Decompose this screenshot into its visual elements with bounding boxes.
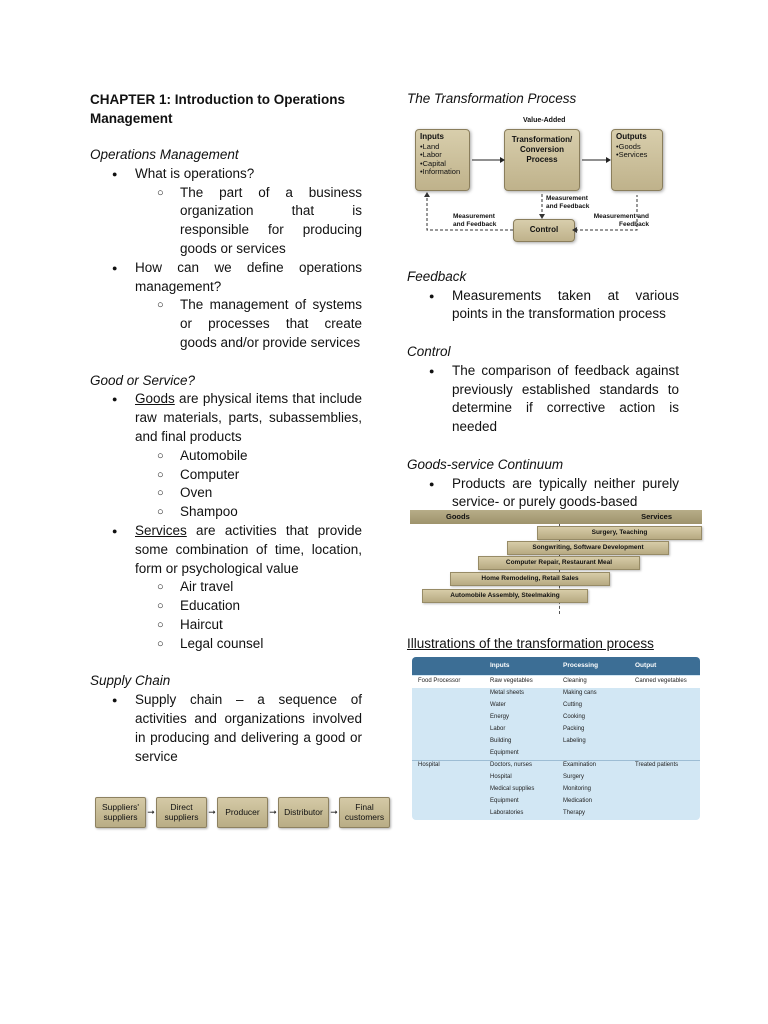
services-example: ○ Air travel: [90, 578, 362, 597]
table-row: [412, 688, 700, 700]
arrow-right-icon: ➞: [147, 807, 155, 817]
control-box: Control: [513, 219, 575, 242]
table-cell: Hospital: [490, 774, 512, 780]
goods-example: ○ Computer: [90, 466, 362, 485]
table-header: [412, 657, 700, 675]
table-header-cell: Inputs: [490, 662, 510, 669]
table-cell: Doctors, nurses: [490, 762, 533, 768]
arrow-right-icon: ➞: [269, 807, 277, 817]
continuum-header-bar: [410, 510, 702, 524]
table-cell: Treated patients: [635, 762, 679, 768]
measurement-feedback-right: Measurement and Feedback: [593, 213, 649, 228]
goods-example: ○ Oven: [90, 484, 362, 503]
table-cell: Labor: [490, 726, 506, 732]
outputs-title: Outputs: [616, 132, 647, 141]
input-item: •Information: [420, 167, 461, 176]
supply-node-direct-suppliers: Direct suppliers: [156, 797, 207, 828]
services-definition: [90, 522, 362, 578]
supply-node-final-customers: Final customers: [339, 797, 390, 828]
goods-services-list: [90, 390, 362, 653]
continuum-bar: Surgery, Teaching: [537, 526, 702, 540]
table-row: [412, 700, 700, 712]
control-heading: Control: [407, 343, 451, 359]
table-cell: Cutting: [563, 702, 583, 708]
table-cell: Energy: [490, 714, 510, 720]
inputs-title: Inputs: [420, 132, 444, 141]
goods-def-text: are physical items that include raw materials, parts, subassemblies, and final products: [135, 391, 362, 444]
goods-example: ○ Shampoo: [90, 503, 362, 522]
table-header-cell: Processing: [563, 662, 599, 669]
table-cell: Hospital: [418, 762, 440, 768]
goods-example: ○ Automobile: [90, 447, 362, 466]
supply-node-distributor: Distributor: [278, 797, 329, 828]
table-row: [412, 748, 700, 760]
goods-service-continuum-heading: Goods-service Continuum: [407, 456, 564, 472]
table-cell: Equipment: [490, 798, 519, 804]
arrow-right-icon: ➞: [330, 807, 338, 817]
ops-list: [90, 165, 362, 353]
input-item: •Labor: [420, 150, 442, 159]
continuum-definition: ● Products are typically neither purely service- or purely goods-based: [407, 475, 679, 513]
table-cell: Laboratories: [490, 810, 524, 816]
feedback-definition: ● Measurements taken at various points in the transformation process: [407, 287, 679, 325]
table-row: [412, 808, 700, 820]
table-cell: Raw vegetables: [490, 678, 533, 684]
feedback-heading: Feedback: [407, 268, 467, 284]
table-row: [412, 760, 700, 772]
table-cell: Examination: [563, 762, 597, 768]
table-cell: Packing: [563, 726, 585, 732]
supply-chain-definition: ● Supply chain – a sequence of activities and organizations involved in producing and delivering a good or service: [90, 691, 362, 766]
table-row: [412, 796, 700, 808]
goods-label: Goods: [446, 512, 470, 521]
table-cell: Food Processor: [418, 678, 461, 684]
supply-chain-list: [90, 691, 362, 766]
left-column: [90, 90, 362, 766]
services-example: ○ Haircut: [90, 616, 362, 635]
input-item: •Land: [420, 141, 440, 151]
table-cell: Building: [490, 738, 512, 744]
table-cell: Medical supplies: [490, 786, 535, 792]
transformation-process-heading: The Transformation Process: [407, 91, 577, 106]
table-cell: Surgery: [563, 774, 585, 780]
output-item: •Goods: [616, 141, 641, 151]
ops-heading: Operations Management: [90, 147, 239, 162]
answer-define-ops-mgmt: ○ The management of systems or processes that create goods and/or provide services: [90, 296, 362, 352]
table-cell: Cooking: [563, 714, 586, 720]
table-cell: Cleaning: [563, 678, 587, 684]
table-cell: Making cans: [563, 690, 597, 696]
table-cell: Water: [490, 702, 506, 708]
output-item: •Services: [616, 150, 648, 159]
control-definition: ● The comparison of feedback against previously established standards to determine if corrective action is needed: [407, 362, 679, 437]
table-row: [412, 772, 700, 784]
table-cell: Labeling: [563, 738, 586, 744]
table-cell: Equipment: [490, 750, 519, 756]
continuum-bar: Songwriting, Software Development: [507, 541, 669, 555]
table-row: [412, 784, 700, 796]
services-example: ○ Education: [90, 597, 362, 616]
continuum-bar: Home Remodeling, Retail Sales: [450, 572, 610, 586]
table-cell: Medication: [563, 798, 593, 804]
table-row: [412, 724, 700, 736]
input-item: •Capital: [420, 158, 446, 168]
table-row: [412, 676, 700, 688]
goods-term: Goods: [135, 391, 175, 407]
table-cell: Metal sheets: [490, 690, 525, 696]
supply-chain-diagram: [95, 797, 390, 828]
transformation-table: [412, 657, 700, 820]
continuum-bar: Computer Repair, Restaurant Meal: [478, 556, 640, 570]
goods-definition: [90, 390, 362, 446]
table-cell: Monitoring: [563, 786, 592, 792]
table-cell: Therapy: [563, 810, 586, 816]
measurement-feedback-left: Measurement and Feedback: [453, 213, 497, 228]
arrow-right-icon: ➞: [208, 807, 216, 817]
services-label: Services: [641, 512, 672, 521]
illustrations-heading: Illustrations of the transformation process: [407, 636, 654, 652]
value-added-label: Value-Added: [523, 117, 566, 124]
table-header-cell: Output: [635, 662, 657, 669]
table-cell: Canned vegetables: [635, 678, 687, 684]
table-row: [412, 712, 700, 724]
continuum-bar: Automobile Assembly, Steelmaking: [422, 589, 588, 603]
services-term: Services: [135, 522, 187, 538]
chapter-title: CHAPTER 1: Introduction to Operations Management: [90, 92, 345, 126]
services-example: ○ Legal counsel: [90, 635, 362, 654]
services-def-text: are activities that provide some combination of time, location, form or psychological value: [135, 522, 362, 576]
question-what-is-operations: ● What is operations?: [90, 165, 362, 184]
goods-service-continuum: [410, 508, 702, 620]
supply-chain-heading: Supply Chain: [90, 673, 171, 689]
transformation-diagram: [415, 117, 665, 242]
measurement-feedback-middle: Measurement and Feedback: [546, 195, 590, 210]
supply-node-producer: Producer: [217, 797, 268, 828]
answer-what-is-operations: ○ The part of a business organization that is responsible for producing goods or services: [90, 184, 362, 259]
supply-node-suppliers-suppliers: Suppliers' suppliers: [95, 797, 146, 828]
question-define-ops-mgmt: ● How can we define operations management?: [90, 259, 362, 297]
transformation-box: Transformation/ Conversion Process: [504, 129, 580, 191]
good-or-service-heading: Good or Service?: [90, 372, 196, 388]
table-row: [412, 736, 700, 748]
